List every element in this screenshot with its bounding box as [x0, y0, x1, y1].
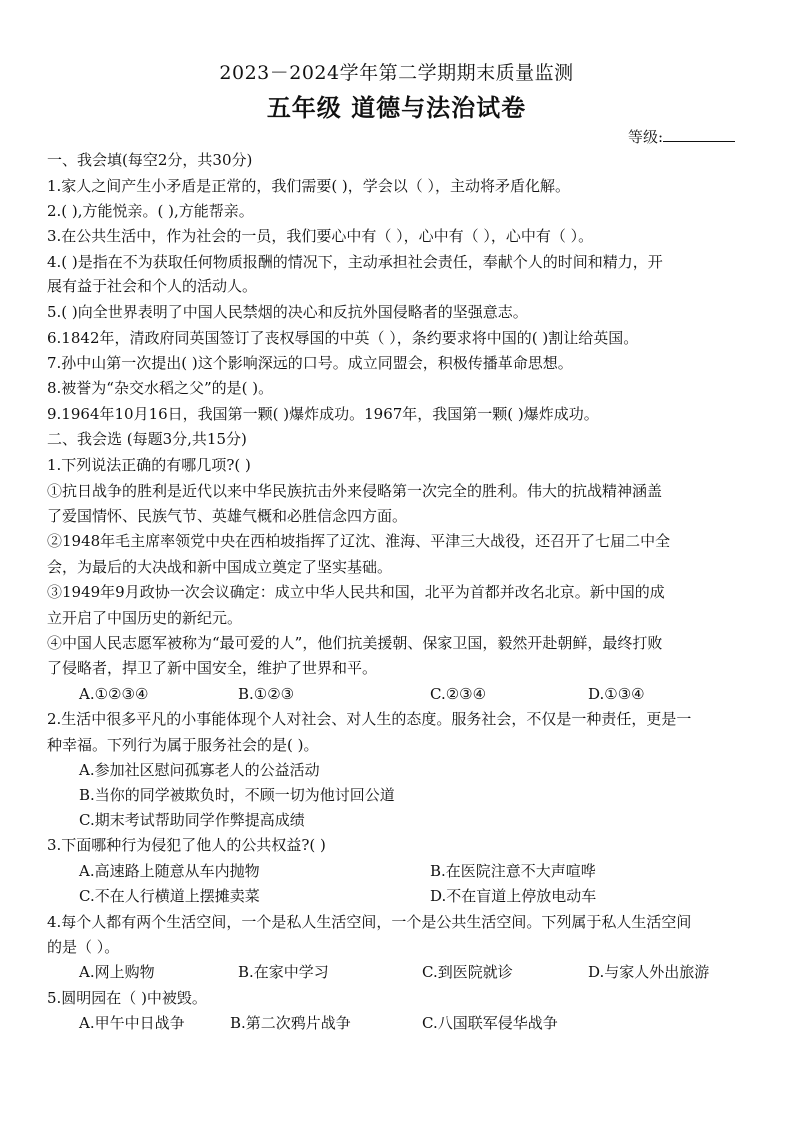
grade-blank	[663, 127, 735, 142]
fill-question-7: 7.孙中山第一次提出( )这个影响深远的口号。成立同盟会，积极传播革命思想。	[47, 354, 573, 372]
q4-option-c: C.到医院就诊	[422, 963, 513, 981]
q1-statement-line: ③1949年9月政协一次会议确定：成立中华人民共和国，北平为首都并改名北京。新中国的成	[47, 583, 665, 601]
q1-statement-line: ①抗日战争的胜利是近代以来中华民族抗击外来侵略第一次完全的胜利。伟大的抗战精神涵盖	[47, 482, 663, 500]
fill-question-4-cont: 展有益于社会和个人的活动人。	[47, 277, 258, 295]
choice-question-4-stem: 4.每个人都有两个生活空间，一个是私人生活空间，一个是公共生活空间。下列属于私人生活空间	[47, 913, 692, 931]
q1-option-b: B.①②③	[238, 685, 295, 703]
q3-option-d: D.不在盲道上停放电动车	[430, 887, 597, 905]
q4-option-a: A.网上购物	[79, 963, 155, 981]
q2-option-c: C.期末考试帮助同学作弊提高成绩	[79, 811, 305, 829]
q1-statement-line: 立开启了中国历史的新纪元。	[47, 609, 243, 627]
q5-option-a: A.甲午中日战争	[79, 1014, 185, 1032]
choice-question-3-stem: 3.下面哪种行为侵犯了他人的公共权益?( )	[47, 836, 326, 854]
choice-question-2-stem: 2.生活中很多平凡的小事能体现个人对社会、对人生的态度。服务社会，不仅是一种责任，更是一	[47, 710, 692, 728]
q4-option-d: D.与家人外出旅游	[588, 963, 710, 981]
exam-title: 2023－2024学年第二学期期末质量监测	[219, 62, 574, 84]
choice-question-4-stem-cont: 的是（ ）。	[47, 938, 120, 956]
exam-subtitle: 五年级 道德与法治试卷	[266, 93, 527, 122]
fill-question-1: 1.家人之间产生小矛盾是正常的，我们需要( )，学会以（ ），主动将矛盾化解。	[47, 177, 571, 195]
q1-statement-line: 会，为最后的大决战和新中国成立奠定了坚实基础。	[47, 558, 393, 576]
fill-question-4: 4.( )是指在不为获取任何物质报酬的情况下，主动承担社会责任，奉献个人的时间和精力，开	[47, 253, 663, 271]
q1-option-c: C.②③④	[430, 685, 487, 703]
q1-statement-line: ④中国人民志愿军被称为“最可爱的人”，他们抗美援朝、保家卫国，毅然开赴朝鲜，最终打败	[47, 634, 663, 652]
fill-question-6: 6.1842年，清政府同英国签订了丧权辱国的中英（ ），条约要求将中国的( )割让给英国。	[47, 329, 639, 347]
q1-statement-line: ②1948年毛主席率领党中央在西柏坡指挥了辽沈、淮海、平津三大战役，还召开了七届二中全	[47, 532, 671, 550]
q4-option-b: B.在家中学习	[238, 963, 329, 981]
q2-option-a: A.参加社区慰问孤寡老人的公益活动	[79, 761, 320, 779]
choice-question-5-stem: 5.圆明园在（ )中被毁。	[47, 989, 207, 1007]
q5-option-b: B.第二次鸦片战争	[230, 1014, 351, 1032]
q2-option-b: B.当你的同学被欺负时，不顾一切为他讨回公道	[79, 786, 395, 804]
choice-question-2-stem-cont: 种幸福。下列行为属于服务社会的是( )。	[47, 736, 319, 754]
grade-label: 等级:	[628, 128, 664, 146]
fill-question-2: 2.( ),方能悦亲。( ),方能帮亲。	[47, 202, 254, 220]
fill-question-8: 8.被誉为“杂交水稻之父”的是( )。	[47, 379, 274, 397]
q5-option-c: C.八国联军侵华战争	[422, 1014, 558, 1032]
choice-question-1-stem: 1.下列说法正确的有哪几项?( )	[47, 456, 251, 474]
q1-option-a: A.①②③④	[79, 685, 149, 703]
q1-statement-line: 了侵略者，捍卫了新中国安全，维护了世界和平。	[47, 659, 378, 677]
grade-field	[628, 126, 735, 147]
fill-question-3: 3.在公共生活中，作为社会的一员，我们要心中有（ ），心中有（ ），心中有（ ）。	[47, 227, 594, 245]
q3-option-c: C.不在人行横道上摆摊卖菜	[79, 887, 260, 905]
q3-option-a: A.高速路上随意从车内抛物	[79, 862, 260, 880]
section2-heading: 二、我会选 (每题3分,共15分)	[47, 430, 247, 448]
q1-option-d: D.①③④	[588, 685, 645, 703]
fill-question-5: 5.( )向全世界表明了中国人民禁烟的决心和反抗外国侵略者的坚强意志。	[47, 303, 528, 321]
q3-option-b: B.在医院注意不大声喧哗	[430, 862, 596, 880]
fill-question-9: 9.1964年10月16日，我国第一颗( )爆炸成功。1967年，我国第一颗( )爆炸成功。	[47, 405, 599, 423]
section1-heading: 一、我会填(每空2分，共30分)	[47, 151, 253, 169]
q1-statement-line: 了爱国情怀、民族气节、英雄气概和必胜信念四方面。	[47, 507, 408, 525]
